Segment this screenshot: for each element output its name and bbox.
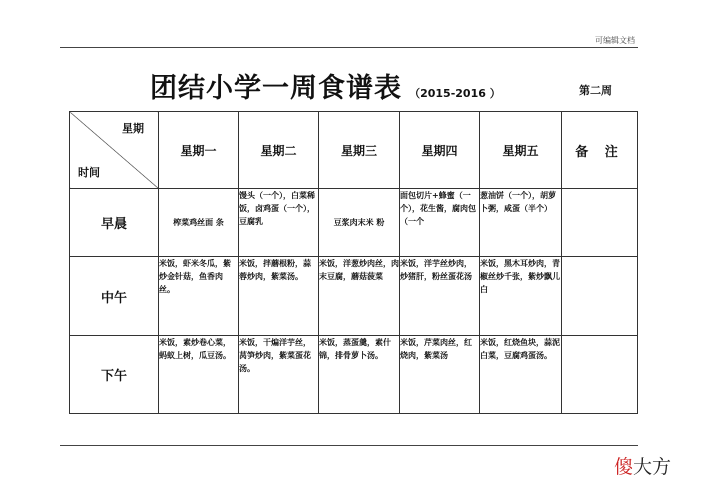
menu-cell: 米饭，干煸洋芋丝，莴笋炒肉，紫菜蛋花汤。: [239, 336, 319, 414]
day-header: 星期五: [480, 112, 562, 189]
year-range: （2015-2016 ）: [409, 87, 501, 100]
menu-cell: 馒头（一个），白菜稀饭，卤鸡蛋（一个），豆腐乳: [239, 189, 319, 257]
corner-cell: [70, 112, 159, 189]
table-row: [70, 189, 638, 257]
menu-cell: 米饭，蒸蛋羹，素什锦，排骨萝卜汤。: [319, 336, 400, 414]
day-header: 星期三: [319, 112, 400, 189]
brand-part-2: 大方: [633, 456, 672, 478]
menu-cell: 米饭，洋葱炒肉丝，肉末豆腐，蘑菇菠菜: [319, 257, 400, 336]
menu-cell: 榨菜鸡丝面 条: [159, 189, 239, 257]
menu-cell: 米饭，素炒卷心菜，蚂蚁上树，瓜豆汤。: [159, 336, 239, 414]
notes-header: 备 注: [562, 112, 638, 189]
menu-cell: 米饭，芹菜肉丝，红烧肉，紫菜汤: [400, 336, 480, 414]
corner-day-label: 星期: [122, 122, 144, 135]
day-header: 星期四: [400, 112, 480, 189]
corner-time-label: 时间: [78, 166, 100, 179]
period-label: 早晨: [70, 189, 159, 257]
brand-watermark: [614, 452, 671, 479]
menu-cell: 米饭，虾米冬瓜，紫炒金针菇，鱼香肉丝。: [159, 257, 239, 336]
week-label: 第二周: [579, 84, 612, 97]
table-row: [70, 336, 638, 414]
menu-cell: 米饭，红烧鱼块，蒜泥白菜，豆腐鸡蛋汤。: [480, 336, 562, 414]
table-row: [70, 257, 638, 336]
menu-cell: 豆浆肉末米 粉: [319, 189, 400, 257]
table-header-row: [70, 112, 638, 189]
page-title: 团结小学一周食谱表: [150, 73, 402, 104]
brand-part-1: 傻: [614, 456, 634, 478]
notes-cell: [562, 336, 638, 414]
title-block: [150, 66, 501, 105]
menu-table: [69, 111, 638, 414]
header-note: 可编辑文档: [595, 36, 635, 45]
day-header: 星期二: [239, 112, 319, 189]
menu-cell: 葱油饼（一个），胡萝卜粥，咸蛋（半个）: [480, 189, 562, 257]
bottom-rule: [60, 445, 638, 446]
period-label: 下午: [70, 336, 159, 414]
menu-cell: 米饭，洋芋丝炒肉，炒猪肝，粉丝蛋花汤: [400, 257, 480, 336]
notes-cell: [562, 257, 638, 336]
period-label: 中午: [70, 257, 159, 336]
notes-cell: [562, 189, 638, 257]
menu-cell: 面包切片+蜂蜜（一个），花生酱，腐肉包（一个: [400, 189, 480, 257]
menu-cell: 米饭，拌蘑根粉，蒜蓉炒肉，紫菜汤。: [239, 257, 319, 336]
day-header: 星期一: [159, 112, 239, 189]
menu-cell: 米饭，黑木耳炒肉，青椒丝炒千张，紫炒飘儿白: [480, 257, 562, 336]
top-rule: [60, 47, 638, 48]
